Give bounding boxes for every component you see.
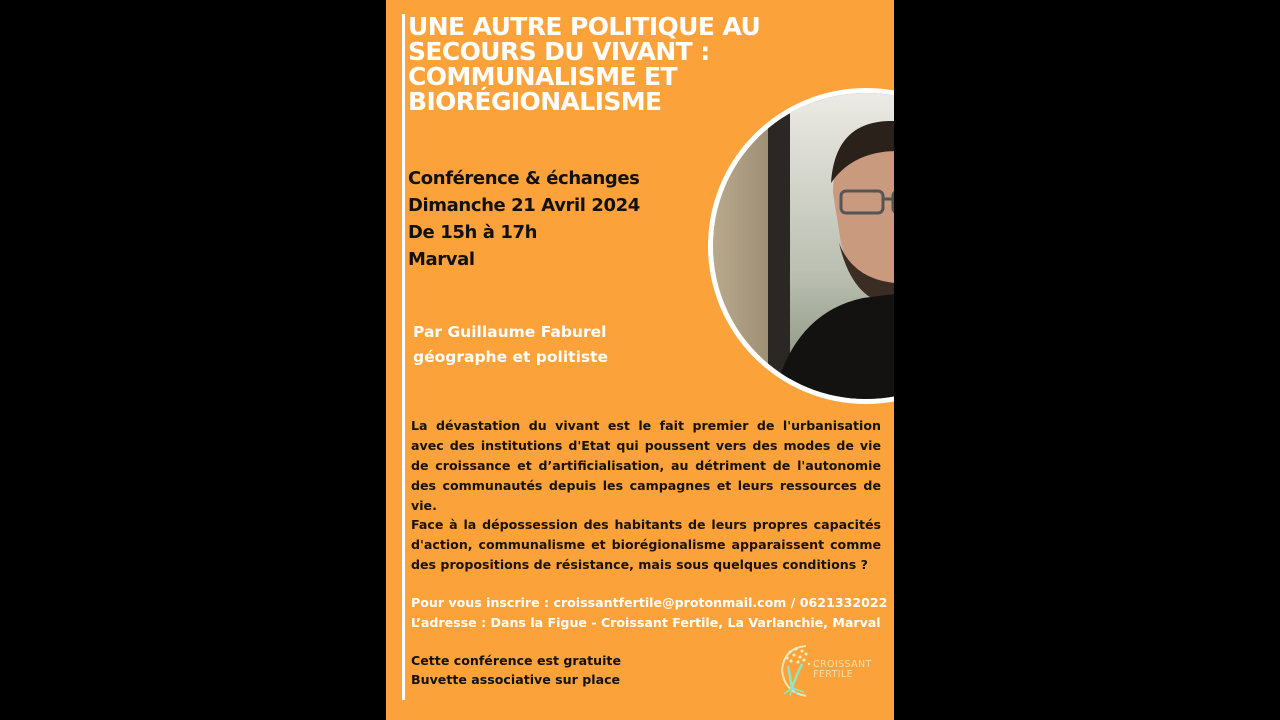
description-paragraph: La dévastation du vivant est le fait premier de l'urbanisation avec des institutions d'Etat qui poussent vers des modes de vie de croissance et d’artificialisation, au détriment de l'autonomie des communautés depuis les campagnes et leurs ressources de vie. (411, 418, 881, 513)
title-line: UNE AUTRE POLITIQUE AU (408, 12, 761, 41)
event-time: De 15h à 17h (408, 222, 538, 243)
speaker-portrait-photo (713, 93, 894, 399)
event-poster (386, 0, 894, 720)
title-line: SECOURS DU VIVANT : (408, 37, 710, 66)
contact-info (411, 593, 887, 633)
event-type: Conférence & échanges (408, 168, 640, 189)
speaker-role: géographe et politiste (413, 348, 609, 366)
event-place: Marval (408, 249, 475, 270)
tree-crescent-logo-icon (776, 640, 816, 700)
speaker-info (413, 320, 608, 370)
free-entry-note: Cette conférence est gratuite (411, 653, 621, 668)
address-info: L’adresse : Dans la Figue - Croissant Fertile, La Varlanchie, Marval (411, 615, 881, 630)
croissant-fertile-logo (776, 640, 886, 700)
description-paragraph: Face à la dépossession des habitants de leurs propres capacités d'action, communalisme et biorégionalisme apparaissent comme des propositions de résistance, mais sous quelques conditions ? (411, 517, 881, 572)
logo-text (813, 660, 872, 680)
event-date: Dimanche 21 Avril 2024 (408, 195, 640, 216)
event-details (408, 165, 640, 273)
logo-line1: CROISSANT (813, 659, 872, 670)
speaker-name: Par Guillaume Faburel (413, 323, 607, 341)
title-line: BIORÉGIONALISME (408, 87, 662, 116)
footer-notes (411, 651, 621, 689)
speaker-photo-frame (708, 88, 894, 404)
bar-note: Buvette associative sur place (411, 672, 621, 687)
decorative-vertical-line (402, 14, 405, 700)
logo-line2: FERTILE (813, 669, 854, 680)
registration-info: Pour vous inscrire : croissantfertile@protonmail.com / 0621332022 (411, 595, 888, 610)
title-line: COMMUNALISME ET (408, 62, 677, 91)
